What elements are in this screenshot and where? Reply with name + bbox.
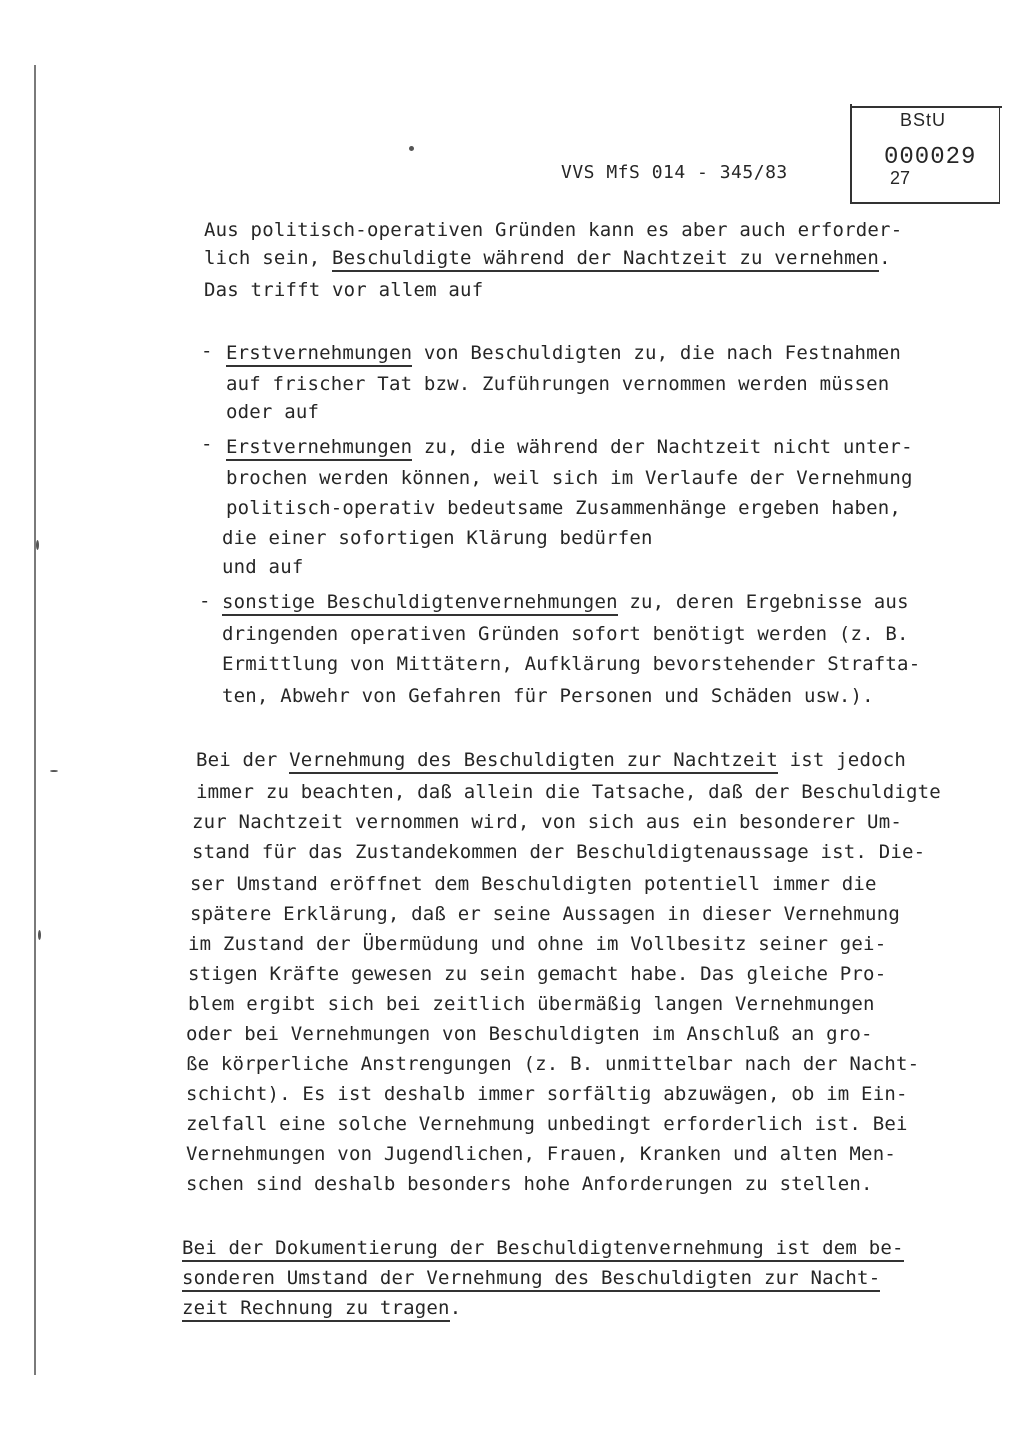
bullet-line: die einer sofortigen Klärung bedürfen: [222, 527, 653, 549]
left-margin-line: [34, 65, 36, 1375]
archive-stamp-label: BStU: [900, 110, 947, 130]
paragraph-line: Bei der Vernehmung des Beschuldigten zur Nachtzeit ist jedoch: [196, 748, 906, 772]
bullet-line: Ermittlung von Mittätern, Aufklärung bevorstehender Strafta-: [222, 653, 921, 675]
bullet-line: oder auf: [226, 401, 320, 423]
paragraph-line: im Zustand der Übermüdung und ohne im Vollbesitz seiner gei-: [188, 933, 887, 955]
bullet-line: und auf: [222, 556, 304, 578]
underlined-text: Bei der Dokumentierung der Beschuldigtenvernehmung ist dem be-: [182, 1237, 904, 1262]
underlined-text: Beschuldigte während der Nachtzeit zu vernehmen: [332, 247, 879, 272]
underlined-text: sonstige Beschuldigtenvernehmungen: [222, 591, 618, 616]
bullet-line: auf frischer Tat bzw. Zuführungen vernommen werden müssen: [226, 373, 890, 395]
bullet-line: Erstvernehmungen zu, die während der Nachtzeit nicht unter-: [226, 435, 913, 459]
paragraph-line: [182, 1266, 880, 1290]
paragraph-line: zeit Rechnung zu tragen.: [182, 1296, 461, 1320]
paragraph-line: Vernehmungen von Jugendlichen, Frauen, Kranken und alten Men-: [186, 1143, 896, 1165]
bullet-line: brochen werden können, weil sich im Verlaufe der Vernehmung: [226, 467, 913, 489]
underlined-text: sonderen Umstand der Vernehmung des Beschuldigten zur Nacht-: [182, 1267, 880, 1292]
bullet-marker: -: [199, 590, 211, 612]
paragraph-line: lich sein, Beschuldigte während der Nachtzeit zu vernehmen.: [204, 246, 891, 270]
bullet-marker: -: [201, 340, 213, 362]
paragraph-line: immer zu beachten, daß allein die Tatsache, daß der Beschuldigte: [196, 781, 941, 803]
page-number: 27: [890, 168, 911, 188]
paragraph-line: zelfall eine solche Vernehmung unbedingt erforderlich ist. Bei: [186, 1113, 908, 1135]
underlined-text: Vernehmung des Beschuldigten zur Nachtzeit: [289, 749, 778, 774]
bullet-line: ten, Abwehr von Gefahren für Personen und Schäden usw.).: [222, 685, 874, 707]
paragraph-line: stigen Kräfte gewesen zu sein gemacht habe. Das gleiche Pro-: [188, 963, 887, 985]
paragraph-line: Aus politisch-operativen Gründen kann es aber auch erforder-: [204, 219, 903, 241]
paragraph-line: schen sind deshalb besonders hohe Anforderungen zu stellen.: [186, 1173, 873, 1195]
scan-speck: [38, 930, 41, 940]
archive-stamp-number: 000029: [884, 144, 977, 171]
bullet-line: Erstvernehmungen von Beschuldigten zu, die nach Festnahmen: [226, 341, 901, 365]
paragraph-line: ße körperliche Anstrengungen (z. B. unmittelbar nach der Nacht-: [186, 1053, 920, 1075]
bullet-marker: -: [201, 433, 213, 455]
bullet-line: politisch-operativ bedeutsame Zusammenhänge ergeben haben,: [226, 497, 902, 519]
underlined-text: zeit Rechnung zu tragen: [182, 1297, 450, 1322]
bullet-line: dringenden operativen Gründen sofort benötigt werden (z. B.: [222, 623, 909, 645]
paragraph-line: [182, 1236, 904, 1260]
paragraph-line: ser Umstand eröffnet dem Beschuldigten potentiell immer die: [190, 873, 877, 895]
scan-speck: [36, 540, 39, 550]
paragraph-line: spätere Erklärung, daß er seine Aussagen in dieser Vernehmung: [190, 903, 900, 925]
paragraph-line: schicht). Es ist deshalb immer sorfältig abzuwägen, ob im Ein-: [186, 1083, 908, 1105]
paragraph-line: oder bei Vernehmungen von Beschuldigten im Anschluß an gro-: [186, 1023, 873, 1045]
underlined-text: Erstvernehmungen: [226, 436, 412, 461]
paragraph-line: blem ergibt sich bei zeitlich übermäßig langen Vernehmungen: [188, 993, 875, 1015]
paragraph-line: Das trifft vor allem auf: [204, 279, 484, 301]
scan-speck: [409, 146, 414, 151]
scan-speck: [50, 770, 58, 772]
archive-stamp: [850, 104, 1000, 204]
document-reference: VVS MfS 014 - 345/83: [561, 162, 788, 183]
paragraph-line: zur Nachtzeit vernommen wird, von sich aus ein besonderer Um-: [192, 811, 902, 833]
bullet-line: sonstige Beschuldigtenvernehmungen zu, deren Ergebnisse aus: [222, 590, 909, 614]
paragraph-line: stand für das Zustandekommen der Beschuldigtenaussage ist. Die-: [192, 841, 926, 863]
underlined-text: Erstvernehmungen: [226, 342, 412, 367]
